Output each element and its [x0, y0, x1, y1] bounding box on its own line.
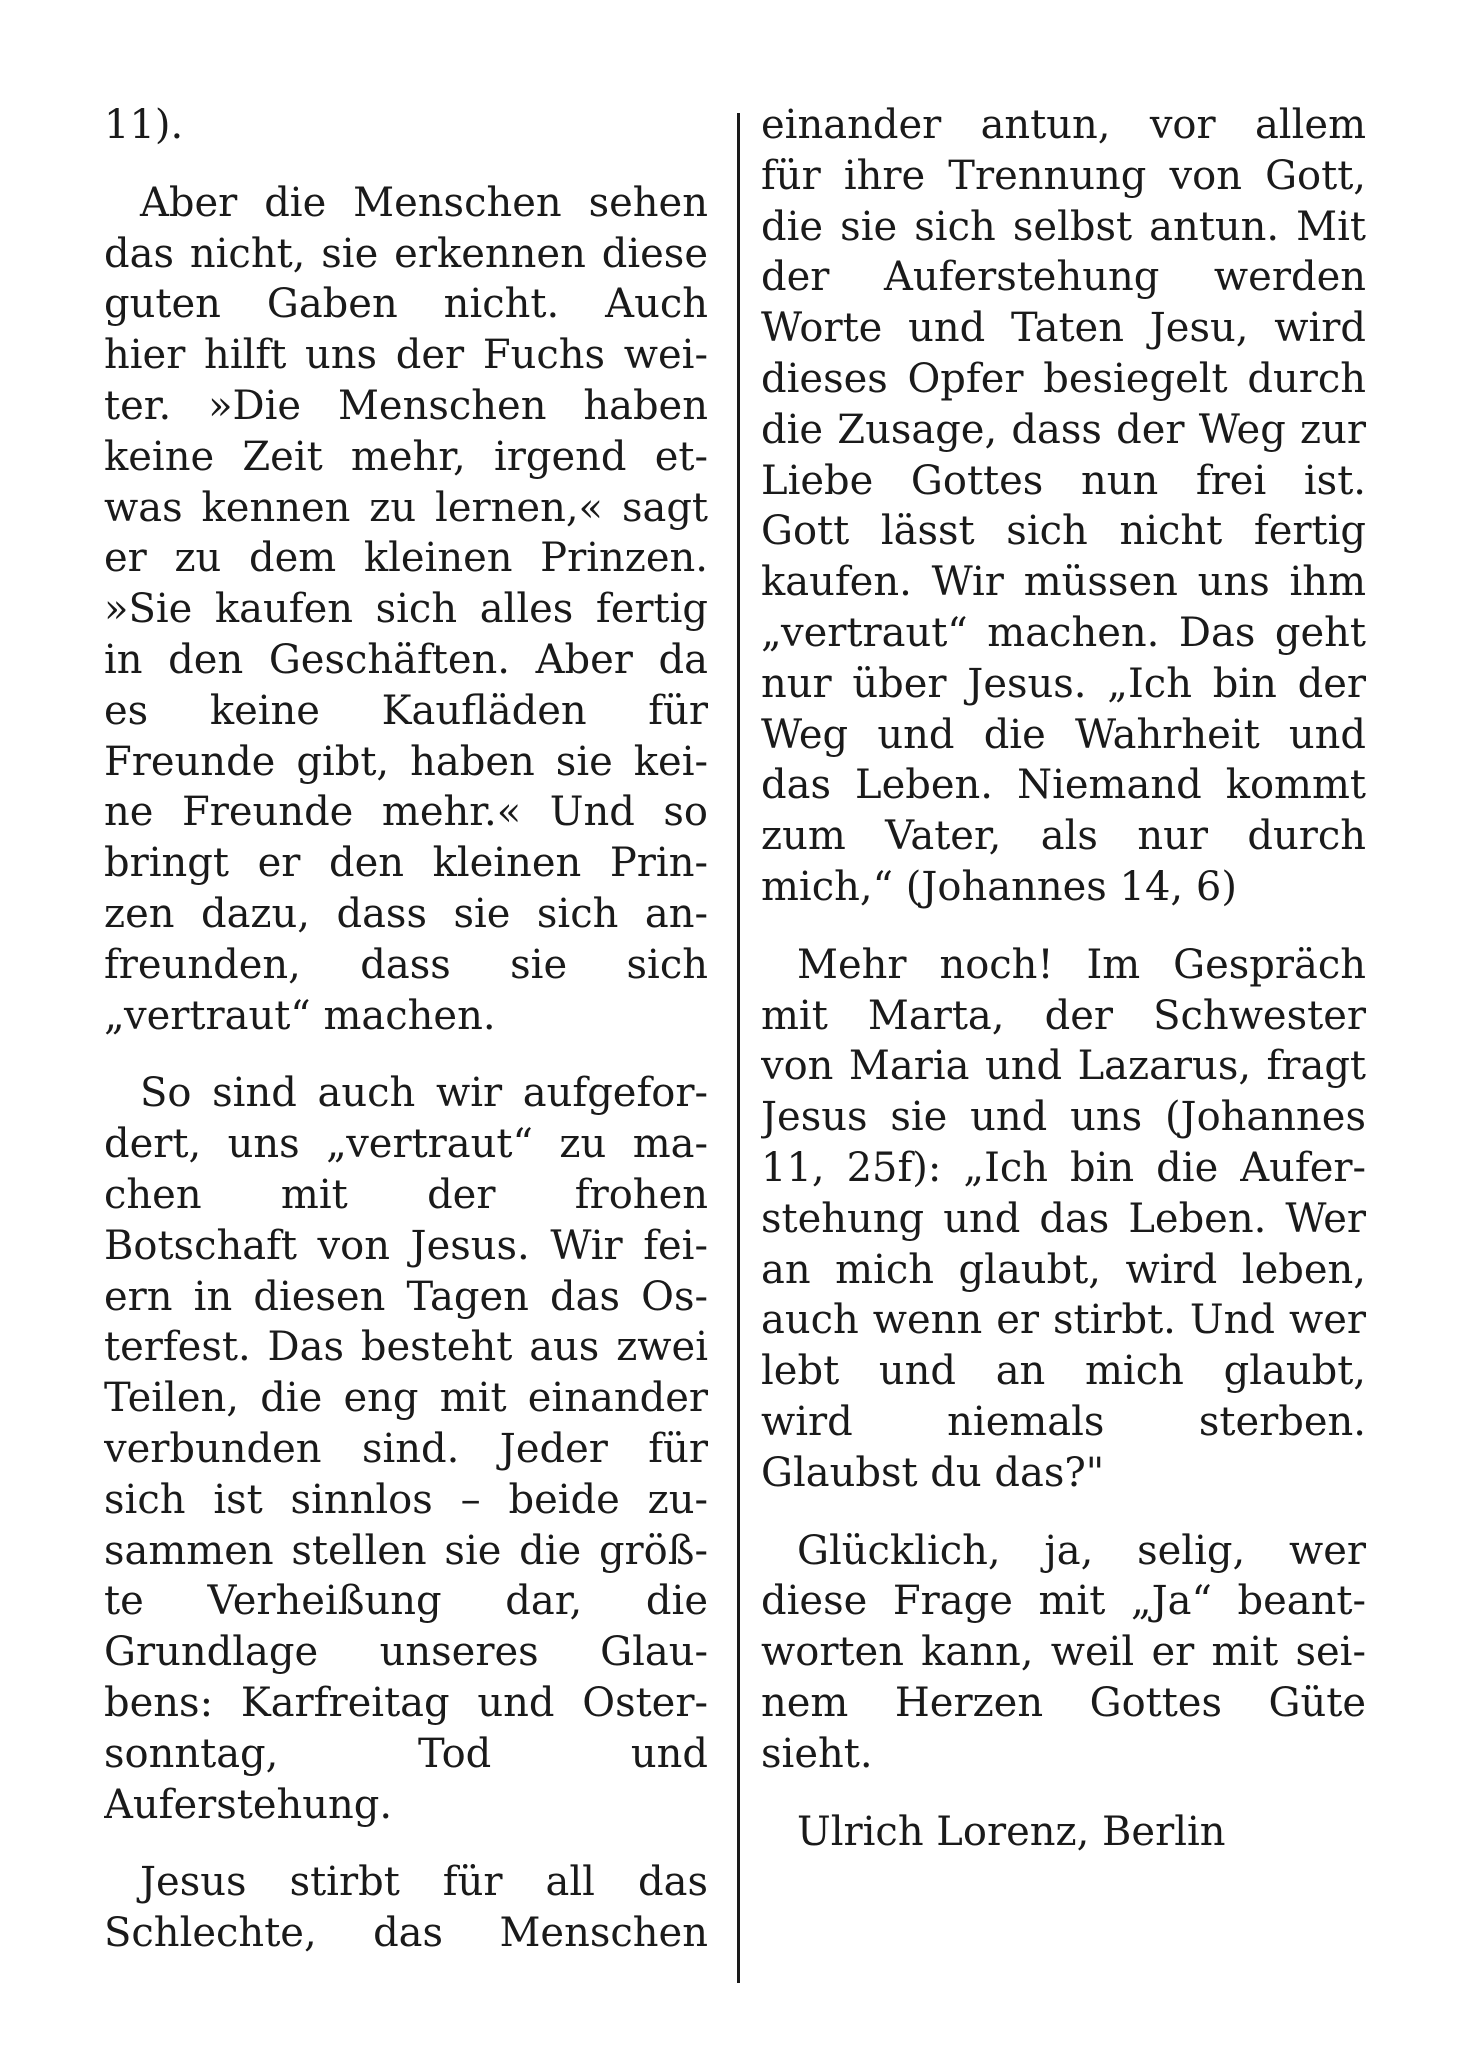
paragraph	[761, 1807, 1366, 1858]
text-line: was kennen zu lernen,« sagt	[104, 484, 708, 531]
text-line: „vertraut“ machen.	[104, 992, 496, 1039]
paragraph-gap	[104, 1830, 708, 1857]
text-line: „vertraut“ machen. Das geht	[761, 609, 1366, 656]
text-line: ern in diesen Tagen das Os-	[104, 1273, 708, 1320]
text-line: Jesus stirbt für all das	[140, 1859, 708, 1906]
text-line: die Zusage, dass der Weg zur	[761, 406, 1366, 453]
text-line: sonntag, Tod und	[104, 1730, 708, 1777]
text-line: So sind auch wir aufgefor-	[140, 1070, 708, 1117]
text-line: te Verheißung dar, die	[104, 1578, 708, 1625]
text-line: die sie sich selbst antun. Mit	[761, 203, 1366, 250]
paragraph	[104, 100, 708, 151]
text-line: Botschaft von Jesus. Wir fei-	[104, 1222, 708, 1269]
column-divider	[737, 113, 740, 1983]
text-line: Gott lässt sich nicht fertig	[761, 508, 1366, 555]
text-line: Glücklich, ja, selig, wer	[797, 1527, 1366, 1574]
text-line: sammen stellen sie die größ-	[104, 1527, 708, 1574]
text-line: Glaubst du das?"	[761, 1449, 1105, 1496]
text-line: Jesus sie und uns (Johannes	[761, 1094, 1366, 1141]
text-line: in den Geschäften. Aber da	[104, 636, 708, 683]
paragraph	[104, 1857, 708, 1959]
text-line: hier hilft uns der Fuchs wei-	[104, 332, 708, 379]
text-line: stehung und das Leben. Wer	[761, 1195, 1366, 1242]
text-line: mich,“ (Johannes 14, 6)	[761, 863, 1237, 910]
text-line: keine Zeit mehr, irgend et-	[104, 433, 708, 480]
text-line: Worte und Taten Jesu, wird	[761, 305, 1366, 352]
text-line: Freunde gibt, haben sie kei-	[104, 738, 708, 785]
text-line: chen mit der frohen	[104, 1171, 708, 1218]
text-line: es keine Kaufläden für	[104, 687, 708, 734]
right-text-column	[761, 100, 1366, 1857]
text-line: zen dazu, dass sie sich an-	[104, 890, 708, 937]
text-line: ter. »Die Menschen haben	[104, 382, 708, 429]
text-line: wird niemals sterben.	[761, 1398, 1366, 1445]
paragraph	[761, 100, 1366, 913]
text-line: worten kann, weil er mit sei-	[761, 1629, 1366, 1676]
paragraph	[104, 178, 708, 1042]
text-line: 11, 25f): „Ich bin die Aufer-	[761, 1144, 1366, 1191]
text-line: bringt er den kleinen Prin-	[104, 840, 708, 887]
text-line: zum Vater, als nur durch	[761, 813, 1366, 860]
text-line: lebt und an mich glaubt,	[761, 1348, 1366, 1395]
text-line: kaufen. Wir müssen uns ihm	[761, 559, 1366, 606]
paragraph-gap	[104, 151, 708, 178]
text-line: nur über Jesus. „Ich bin der	[761, 660, 1366, 707]
left-text-column	[104, 100, 708, 1959]
text-line: sieht.	[761, 1730, 873, 1777]
text-line: Auferstehung.	[104, 1781, 393, 1828]
text-line: nem Herzen Gottes Güte	[761, 1679, 1366, 1726]
text-line: guten Gaben nicht. Auch	[104, 281, 708, 328]
text-line: Schlechte, das Menschen	[104, 1910, 708, 1957]
text-line: dert, uns „vertraut“ zu ma-	[104, 1121, 708, 1168]
text-line: Aber die Menschen sehen	[140, 179, 708, 226]
text-line: auch wenn er stirbt. Und wer	[761, 1297, 1366, 1344]
text-line: Grundlage unseres Glau-	[104, 1629, 708, 1676]
paragraph	[761, 940, 1366, 1499]
paragraph-gap	[104, 1041, 708, 1068]
text-line: dieses Opfer besiegelt durch	[761, 355, 1366, 402]
text-line: von Maria und Lazarus, fragt	[761, 1043, 1366, 1090]
text-line: Ulrich Lorenz, Berlin	[797, 1808, 1226, 1855]
text-line: terfest. Das besteht aus zwei	[104, 1324, 708, 1371]
text-line: freunden, dass sie sich	[104, 941, 708, 988]
text-line: diese Frage mit „Ja“ beant-	[761, 1578, 1366, 1625]
text-line: das nicht, sie erkennen diese	[104, 230, 708, 277]
text-line: für ihre Trennung von Gott,	[761, 152, 1366, 199]
text-line: mit Marta, der Schwester	[761, 992, 1366, 1039]
paragraph	[761, 1526, 1366, 1780]
paragraph-gap	[761, 1780, 1366, 1807]
text-line: einander antun, vor allem	[761, 102, 1366, 148]
paragraph-gap	[761, 913, 1366, 940]
text-line: der Auferstehung werden	[761, 254, 1366, 301]
text-line: Teilen, die eng mit einander	[104, 1375, 708, 1422]
text-line: an mich glaubt, wird leben,	[761, 1246, 1366, 1293]
paragraph	[104, 1068, 708, 1830]
paragraph-gap	[761, 1499, 1366, 1526]
text-line: 11).	[104, 102, 184, 148]
text-line: er zu dem kleinen Prinzen.	[104, 535, 708, 582]
text-line: Weg und die Wahrheit und	[761, 711, 1366, 758]
text-line: »Sie kaufen sich alles fertig	[104, 586, 708, 633]
text-line: sich ist sinnlos – beide zu-	[104, 1476, 708, 1523]
text-line: ne Freunde mehr.« Und so	[104, 789, 708, 836]
text-line: bens: Karfreitag und Oster-	[104, 1679, 708, 1726]
text-line: das Leben. Niemand kommt	[761, 762, 1366, 809]
text-line: Liebe Gottes nun frei ist.	[761, 457, 1366, 504]
text-line: Mehr noch! Im Gespräch	[797, 941, 1366, 988]
text-line: verbunden sind. Jeder für	[104, 1425, 708, 1472]
